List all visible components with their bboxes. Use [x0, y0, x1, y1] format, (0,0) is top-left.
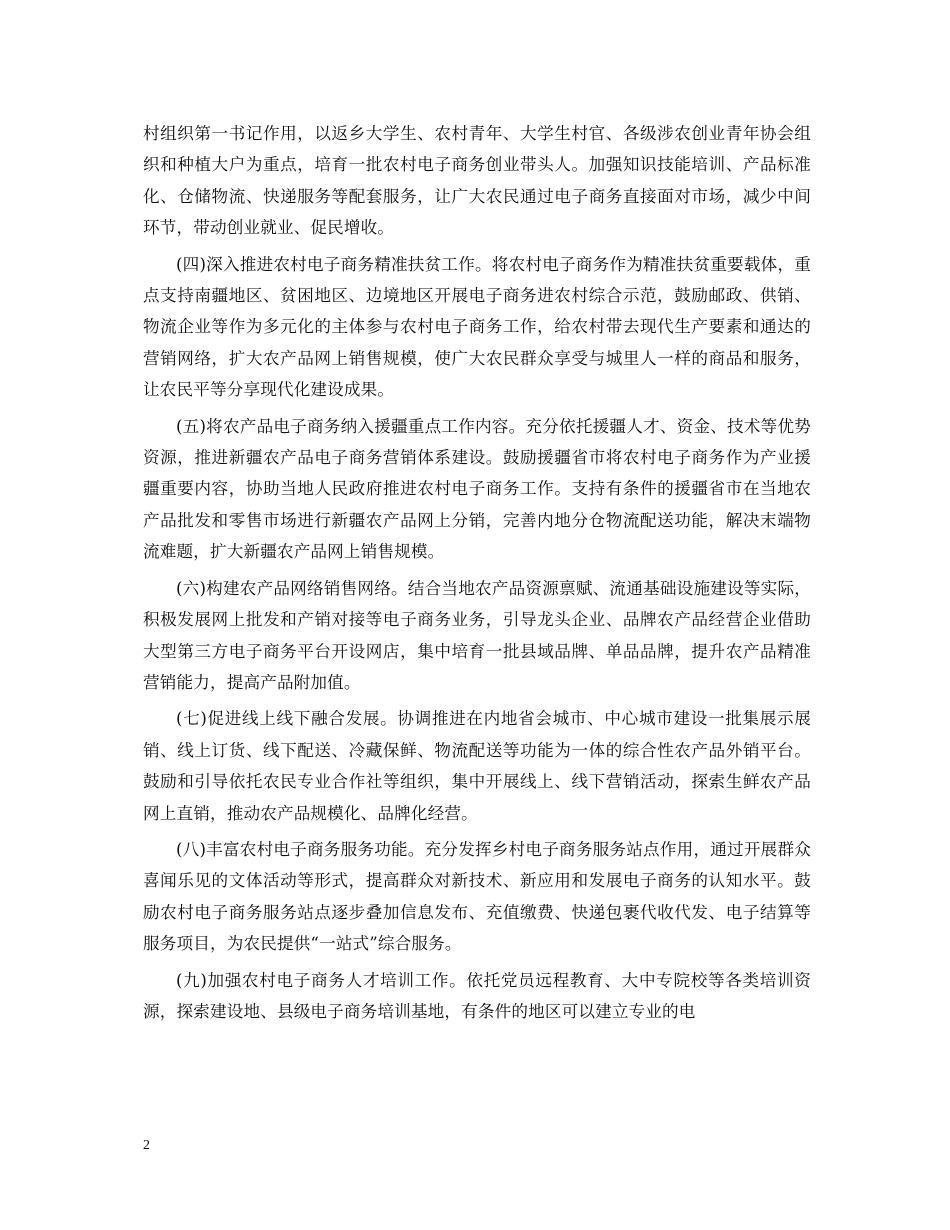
paragraph-section-9: (九)加强农村电子商务人才培训工作。依托党员远程教育、大中专院校等各类培训资源，探索建设地、县级电子商务培训基地，有条件的地区可以建立专业的电: [143, 970, 811, 1021]
paragraph-section-8: (八)丰富农村电子商务服务功能。充分发挥乡村电子商务服务站点作用，通过开展群众喜闻乐见的文体活动等形式，提高群众对新技术、新应用和发展电子商务的认知水平。鼓励农村电子商务服务站点逐步叠加信息发布、充值缴费、快递包裹代收代发、电子结算等服务项目，为农民提供“一站式”综合服务。: [143, 839, 811, 954]
document-body: [143, 118, 811, 1032]
paragraph-continued: 村组织第一书记作用，以返乡大学生、农村青年、大学生村官、各级涉农创业青年协会组织和种植大户为重点，培育一批农村电子商务创业带头人。加强知识技能培训、产品标准化、仓储物流、快递服务等配套服务，让广大农民通过电子商务直接面对市场，减少中间环节，带动创业就业、促民增收。: [143, 124, 811, 238]
paragraph-section-6: (六)构建农产品网络销售网络。结合当地农产品资源禀赋、流通基础设施建设等实际，积极发展网上批发和产销对接等电子商务业务，引导龙头企业、品牌农产品经营企业借助大型第三方电子商务平台开设网店，集中培育一批县域品牌、单品品牌，提升农产品精准营销能力，提高产品附加值。: [143, 578, 811, 692]
page-number: 2: [143, 1138, 150, 1153]
paragraph-section-4: (四)深入推进农村电子商务精准扶贫工作。将农村电子商务作为精准扶贫重要载体，重点支持南疆地区、贫困地区、边境地区开展电子商务进农村综合示范，鼓励邮政、供销、物流企业等作为多元化的主体参与农村电子商务工作，给农村带去现代生产要素和通达的营销网络，扩大农产品网上销售规模，使广大农民群众享受与城里人一样的商品和服务，让农民平等分享现代化建设成果。: [143, 254, 811, 400]
paragraph-section-5: (五)将农产品电子商务纳入援疆重点工作内容。充分依托援疆人才、资金、技术等优势资源，推进新疆农产品电子商务营销体系建设。鼓励援疆省市将农村电子商务作为产业援疆重要内容，协助当地人民政府推进农村电子商务工作。支持有条件的援疆省市在当地农产品批发和零售市场进行新疆农产品网上分销，完善内地分仓物流配送功能，解决末端物流难题，扩大新疆农产品网上销售规模。: [143, 416, 811, 562]
paragraph-section-7: (七)促进线上线下融合发展。协调推进在内地省会城市、中心城市建设一批集展示展销、线上订货、线下配送、冷藏保鲜、物流配送等功能为一体的综合性农产品外销平台。鼓励和引导依托农民专业合作社等组织，集中开展线上、线下营销活动，探索生鲜农产品网上直销，推动农产品规模化、品牌化经营。: [143, 709, 811, 823]
